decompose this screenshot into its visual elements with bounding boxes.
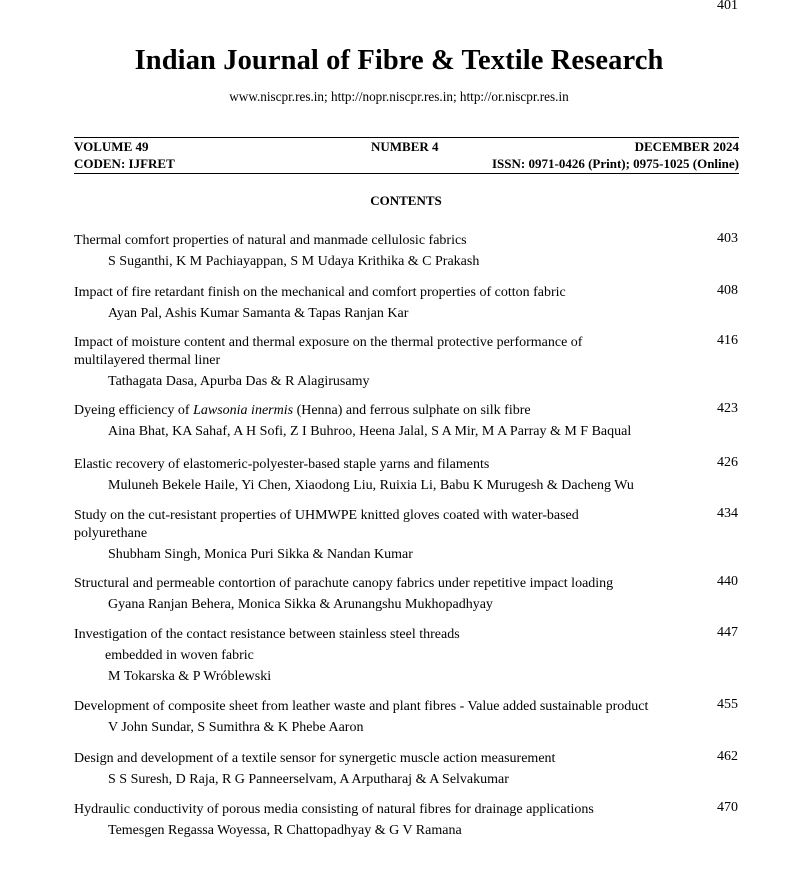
- article-authors: Temesgen Regassa Woyessa, R Chattopadhyay & G V Ramana: [108, 823, 462, 838]
- toc-entry: [74, 402, 740, 441]
- toc-entry: [74, 698, 740, 737]
- issn: ISSN: 0971-0426 (Print); 0975-1025 (Online): [492, 156, 739, 171]
- article-authors: Tathagata Dasa, Apurba Das & R Alagirusamy: [108, 374, 370, 389]
- article-page: 470: [717, 800, 738, 815]
- article-title-continued: embedded in woven fabric: [105, 648, 254, 663]
- article-authors: S Suganthi, K M Pachiayappan, S M Udaya Krithika & C Prakash: [108, 254, 480, 269]
- article-title[interactable]: Thermal comfort properties of natural and manmade cellulosic fabrics: [74, 233, 467, 248]
- article-page: 423: [717, 401, 738, 416]
- article-title[interactable]: Design and development of a textile sensor for synergetic muscle action measurement: [74, 751, 556, 766]
- article-title[interactable]: Development of composite sheet from leather waste and plant fibres - Value added sustainable product: [74, 699, 649, 714]
- article-page: 416: [717, 333, 738, 348]
- article-title[interactable]: [74, 402, 684, 420]
- article-title[interactable]: Study on the cut-resistant properties of UHMWPE knitted gloves coated with water-based polyurethane: [74, 508, 579, 541]
- toc-entry: [74, 456, 740, 495]
- toc-entry: [74, 232, 740, 271]
- article-authors: S S Suresh, D Raja, R G Panneerselvam, A Arputharaj & A Selvakumar: [108, 772, 509, 787]
- contents-heading: CONTENTS: [370, 193, 442, 208]
- toc-entry: [74, 334, 740, 391]
- article-title[interactable]: Hydraulic conductivity of porous media consisting of natural fibres for drainage applications: [74, 802, 594, 817]
- toc-entry: [74, 750, 740, 789]
- article-title[interactable]: Impact of fire retardant finish on the mechanical and comfort properties of cotton fabric: [74, 285, 566, 300]
- journal-title: Indian Journal of Fibre & Textile Research: [134, 45, 664, 76]
- toc-entry: [74, 284, 740, 323]
- volume: VOLUME 49: [74, 139, 149, 154]
- article-authors: M Tokarska & P Wróblewski: [108, 669, 272, 684]
- article-page: 408: [717, 283, 738, 298]
- article-page: 447: [717, 625, 738, 640]
- article-page: 434: [717, 506, 738, 521]
- article-page: 440: [717, 574, 738, 589]
- article-page: 462: [717, 749, 738, 764]
- article-page: 403: [717, 231, 738, 246]
- article-page: 426: [717, 455, 738, 470]
- article-title-species: Lawsonia inermis: [193, 403, 294, 418]
- article-authors: Shubham Singh, Monica Puri Sikka & Nandan Kumar: [108, 547, 413, 562]
- article-title[interactable]: Structural and permeable contortion of parachute canopy fabrics under repetitive impact loading: [74, 576, 614, 591]
- issue-number: NUMBER 4: [371, 139, 439, 154]
- toc-entry: [74, 626, 740, 686]
- toc-entry: [74, 507, 740, 564]
- article-title[interactable]: Impact of moisture content and thermal exposure on the thermal protective performance of multilayered thermal liner: [74, 335, 583, 368]
- coden: CODEN: IJFRET: [74, 156, 175, 171]
- toc-entry: [74, 575, 740, 614]
- toc-entry: [74, 801, 740, 840]
- article-title-start: Dyeing efficiency of: [74, 403, 194, 418]
- article-page: 455: [717, 697, 738, 712]
- article-authors: Gyana Ranjan Behera, Monica Sikka & Arunangshu Mukhopadhyay: [108, 597, 493, 612]
- journal-urls: www.niscpr.res.in; http://nopr.niscpr.res.in; http://or.niscpr.res.in: [229, 89, 569, 104]
- article-authors: V John Sundar, S Sumithra & K Phebe Aaron: [108, 720, 364, 735]
- article-title[interactable]: Investigation of the contact resistance between stainless steel threads: [74, 627, 460, 642]
- issue-codes-row: [74, 156, 739, 174]
- page-number: 401: [717, 0, 738, 13]
- article-authors: Muluneh Bekele Haile, Yi Chen, Xiaodong Liu, Ruixia Li, Babu K Murugesh & Dacheng Wu: [108, 478, 634, 493]
- issue-date: DECEMBER 2024: [634, 139, 739, 154]
- article-title-end: (Henna) and ferrous sulphate on silk fibre: [293, 403, 531, 418]
- article-authors: Aina Bhat, KA Sahaf, A H Sofi, Z I Buhroo, Heena Jalal, S A Mir, M A Parray & M F Baqual: [108, 424, 632, 439]
- article-authors: Ayan Pal, Ashis Kumar Samanta & Tapas Ranjan Kar: [108, 306, 409, 321]
- article-title[interactable]: Elastic recovery of elastomeric-polyester-based staple yarns and filaments: [74, 457, 490, 472]
- issue-meta-row: [74, 137, 739, 156]
